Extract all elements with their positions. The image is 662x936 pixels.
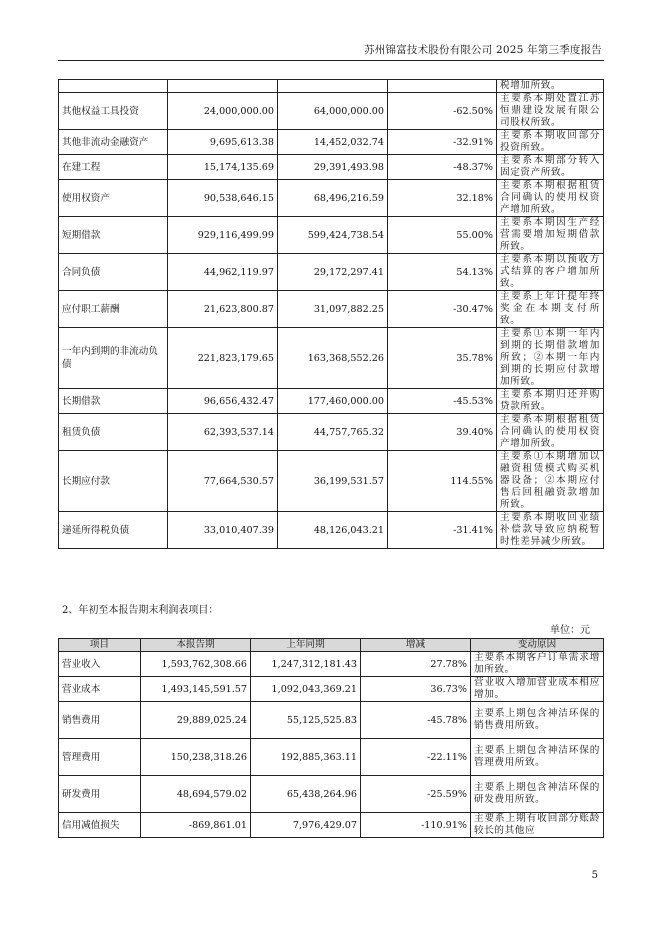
row-previous-value: 55,125,525.83: [251, 702, 361, 739]
table-row: [59, 291, 604, 328]
row-change-reason: 主要系本期因生产经营需要增加短期借款所致。: [497, 217, 604, 254]
table-row: [59, 512, 604, 549]
row-change-reason: 主要系①本期增加以融资租赁模式购买机器设备；②本期应付售后回租融资款增加所致。: [497, 451, 604, 512]
row-current-value: 90,538,646.15: [168, 180, 278, 217]
row-previous-value: 68,496,216.59: [278, 180, 388, 217]
row-current-value: 44,962,119.97: [168, 254, 278, 291]
row-change-percent: -31.41%: [388, 512, 497, 549]
row-previous-value: 29,172,297.41: [278, 254, 388, 291]
row-change-reason: 主要系本期以预收方式结算的客户增加所致。: [497, 254, 604, 291]
row-previous-value: 14,452,032.74: [278, 130, 388, 155]
row-change-reason: 主要系本期收回业绩补偿款导致应纳税暂时性差异减少所致。: [497, 512, 604, 549]
table-row: [59, 652, 604, 677]
row-item-name: 长期借款: [59, 389, 168, 414]
row-previous-value: 163,368,552.26: [278, 328, 388, 389]
row-current-value: 62,393,537.14: [168, 414, 278, 451]
row-item-name: 在建工程: [59, 155, 168, 180]
row-item-name: 合同负债: [59, 254, 168, 291]
row-current-value: 48,694,579.02: [141, 776, 251, 813]
row-change-reason: 主要系上期包含神洁环保的研发费用所致。: [471, 776, 604, 813]
row-current-value: 24,000,000.00: [168, 93, 278, 130]
row-current-value: [168, 80, 278, 93]
row-previous-value: 36,199,531.57: [278, 451, 388, 512]
row-change-reason: 主要系本期根据租赁合同确认的使用权资产增加所致。: [497, 414, 604, 451]
row-previous-value: 64,000,000.00: [278, 93, 388, 130]
row-item-name: 管理费用: [59, 739, 141, 776]
row-previous-value: 44,757,765.32: [278, 414, 388, 451]
row-change-reason: 主要系本期收回部分投资所致。: [497, 130, 604, 155]
row-previous-value: 599,424,738.54: [278, 217, 388, 254]
row-previous-value: 48,126,043.21: [278, 512, 388, 549]
header-change: 增减: [361, 639, 471, 652]
row-change-reason: 主要系上年计提年终奖金在本期支付所致。: [497, 291, 604, 328]
row-item-name: 短期借款: [59, 217, 168, 254]
row-current-value: 15,174,135.69: [168, 155, 278, 180]
table-header-row: [59, 639, 604, 652]
row-change-percent: -110.91%: [361, 813, 471, 838]
row-change-reason: 主要系上期包含神洁环保的管理费用所致。: [471, 739, 604, 776]
row-previous-value: 31,097,882.25: [278, 291, 388, 328]
page-number: 5: [591, 870, 598, 881]
table-row: [59, 451, 604, 512]
table-row: [59, 677, 604, 702]
row-item-name: 营业成本: [59, 677, 141, 702]
row-current-value: 1,493,145,591.57: [141, 677, 251, 702]
row-change-reason: 主要系上期有收回部分账龄较长的其他应: [471, 813, 604, 838]
row-change-reason: 主要系本期客户订单需求增加所致。: [471, 652, 604, 677]
row-item-name: 递延所得税负债: [59, 512, 168, 549]
row-item-name: 销售费用: [59, 702, 141, 739]
row-item-name: 应付职工薪酬: [59, 291, 168, 328]
row-item-name: 营业收入: [59, 652, 141, 677]
row-change-reason: 主要系本期根据租赁合同确认的使用权资产增加所致。: [497, 180, 604, 217]
row-change-percent: 35.78%: [388, 328, 497, 389]
row-change-reason: 主要系上期包含神洁环保的销售费用所致。: [471, 702, 604, 739]
table-row: [59, 254, 604, 291]
table-row: [59, 80, 604, 93]
row-current-value: 77,664,530.57: [168, 451, 278, 512]
row-item-name: 信用减值损失: [59, 813, 141, 838]
row-item-name: 一年内到期的非流动负债: [59, 328, 168, 389]
row-change-percent: 114.55%: [388, 451, 497, 512]
row-change-percent: -25.59%: [361, 776, 471, 813]
row-current-value: 221,823,179.65: [168, 328, 278, 389]
row-item-name: 租赁负债: [59, 414, 168, 451]
table-row: [59, 739, 604, 776]
row-current-value: 150,238,318.26: [141, 739, 251, 776]
header-current: 本报告期: [141, 639, 251, 652]
table-row: [59, 702, 604, 739]
row-change-reason: 主要系①本期一年内到期的长期借款增加所致；②本期一年内到期的长期应付款增加所致。: [497, 328, 604, 389]
row-change-percent: -62.50%: [388, 93, 497, 130]
row-current-value: 96,656,432.47: [168, 389, 278, 414]
row-change-percent: -48.37%: [388, 155, 497, 180]
row-item-name: 长期应付款: [59, 451, 168, 512]
row-current-value: 1,593,762,308.66: [141, 652, 251, 677]
row-item-name: 研发费用: [59, 776, 141, 813]
header-reason: 变动原因: [471, 639, 604, 652]
table-row: [59, 130, 604, 155]
table-row: [59, 813, 604, 838]
row-previous-value: 192,885,363.11: [251, 739, 361, 776]
table-row: [59, 217, 604, 254]
row-current-value: -869,861.01: [141, 813, 251, 838]
table-row: [59, 155, 604, 180]
row-change-percent: 32.18%: [388, 180, 497, 217]
row-change-percent: -45.53%: [388, 389, 497, 414]
row-current-value: 9,695,613.38: [168, 130, 278, 155]
header-rule: [58, 60, 604, 61]
header-item: 项目: [59, 639, 141, 652]
table-row: [59, 180, 604, 217]
row-change-percent: -45.78%: [361, 702, 471, 739]
row-change-percent: -30.47%: [388, 291, 497, 328]
row-previous-value: [278, 80, 388, 93]
row-previous-value: 1,092,043,369.21: [251, 677, 361, 702]
row-item-name: [59, 80, 168, 93]
row-item-name: 使用权资产: [59, 180, 168, 217]
unit-label: 单位：元: [550, 625, 590, 636]
row-change-reason: 税增加所致。: [497, 80, 604, 93]
row-previous-value: 65,438,264.96: [251, 776, 361, 813]
row-current-value: 29,889,025.24: [141, 702, 251, 739]
row-change-percent: -32.91%: [388, 130, 497, 155]
row-change-percent: 55.00%: [388, 217, 497, 254]
balance-sheet-changes-table: [58, 79, 604, 549]
table-row: [59, 389, 604, 414]
row-current-value: 929,116,499.99: [168, 217, 278, 254]
row-change-reason: 主要系本期归还并购贷款所致。: [497, 389, 604, 414]
row-item-name: 其他权益工具投资: [59, 93, 168, 130]
page-header-title: 苏州锦富技术股份有限公司 2025 年第三季度报告: [364, 44, 602, 56]
table-row: [59, 328, 604, 389]
row-current-value: 21,623,800.87: [168, 291, 278, 328]
row-change-percent: 39.40%: [388, 414, 497, 451]
row-change-percent: [388, 80, 497, 93]
section-title: 2、年初至本报告期末利润表项目：: [62, 605, 219, 616]
row-change-reason: 主要系本期处置江苏恒鼎建设发展有限公司股权所致。: [497, 93, 604, 130]
row-current-value: 33,010,407.39: [168, 512, 278, 549]
row-change-percent: 54.13%: [388, 254, 497, 291]
row-change-percent: 27.78%: [361, 652, 471, 677]
row-change-reason: 营业收入增加营业成本相应增加。: [471, 677, 604, 702]
row-previous-value: 7,976,429.07: [251, 813, 361, 838]
row-item-name: 其他非流动金融资产: [59, 130, 168, 155]
table-row: [59, 776, 604, 813]
table-row: [59, 93, 604, 130]
row-change-percent: -22.11%: [361, 739, 471, 776]
table-row: [59, 414, 604, 451]
row-change-percent: 36.73%: [361, 677, 471, 702]
row-previous-value: 177,460,000.00: [278, 389, 388, 414]
row-previous-value: 1,247,312,181.43: [251, 652, 361, 677]
header-previous: 上年同期: [251, 639, 361, 652]
row-change-reason: 主要系本期部分转入固定资产所致。: [497, 155, 604, 180]
income-statement-changes-table: [58, 638, 604, 838]
row-previous-value: 29,391,493.98: [278, 155, 388, 180]
